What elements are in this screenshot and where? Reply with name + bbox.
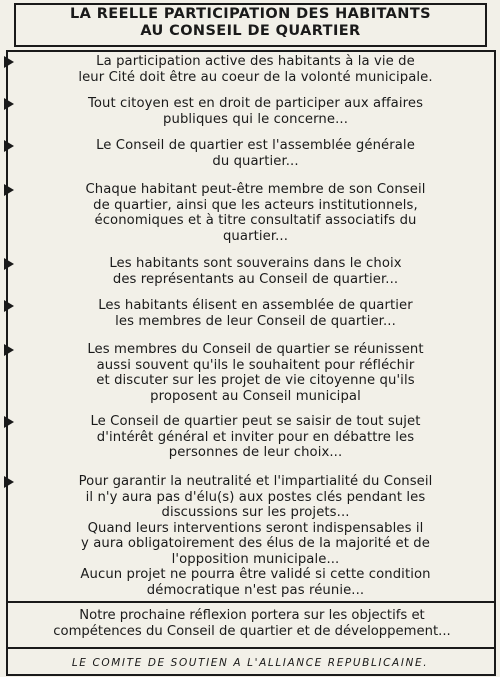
item-text: Chaque habitant peut-être membre de son Conseil de quartier, ainsi que les acteurs institutionnels, économiques et à titre consultatif associatifs du quartier... [85, 182, 426, 244]
arrow-bullet-icon [4, 56, 14, 68]
list-item [4, 96, 496, 127]
arrow-bullet-icon [4, 300, 14, 312]
arrow-bullet-icon [4, 258, 14, 270]
closing-note: Notre prochaine réflexion portera sur les objectifs et compétences du Conseil de quartier et de développement... [53, 608, 451, 639]
signature-line: LE COMITE DE SOUTIEN A L'ALLIANCE REPUBLICAINE. [71, 657, 429, 669]
divider [6, 647, 496, 649]
arrow-bullet-icon [4, 140, 14, 152]
document-title: LA REELLE PARTICIPATION DES HABITANTS AU CONSEIL DE QUARTIER [70, 6, 431, 39]
arrow-bullet-icon [4, 98, 14, 110]
item-text: Les membres du Conseil de quartier se réunissent aussi souvent qu'ils le souhaitent pour réfléchir et discuter sur les projet de vie citoyenne qu'ils proposent au Conseil municipal [87, 342, 424, 404]
item-text: Tout citoyen est en droit de participer aux affaires publiques qui le concerne... [87, 96, 424, 127]
arrow-bullet-icon [4, 476, 14, 488]
arrow-bullet-icon [4, 184, 14, 196]
arrow-bullet-icon [4, 416, 14, 428]
list-item [4, 414, 496, 461]
list-item [4, 138, 496, 169]
arrow-bullet-icon [4, 344, 14, 356]
item-text: Le Conseil de quartier est l'assemblée générale du quartier... [96, 138, 415, 169]
list-item [4, 54, 496, 85]
item-text: Le Conseil de quartier peut se saisir de tout sujet d'intérêt général et inviter pour en débattre les personnes de leur choix... [90, 414, 421, 460]
item-text: Les habitants élisent en assemblée de quartier les membres de leur Conseil de quartier... [98, 298, 413, 329]
list-item [4, 298, 496, 329]
list-item [4, 256, 496, 287]
item-text: La participation active des habitants à la vie de leur Cité doit être au coeur de la volonté municipale. [78, 54, 433, 85]
item-text: Pour garantir la neutralité et l'impartialité du Conseil il n'y aura pas d'élu(s) aux postes clés pendant les discussions sur les projets... Quand leurs interventions seront indispensables il y aura obligatoirement des élus de la majorité et de l'opposition municipale... Aucun projet ne pourra être validé si cette condition démocratique n'est pas réunie... [78, 474, 433, 598]
list-item [4, 342, 496, 404]
list-item [4, 474, 496, 598]
list-item [4, 182, 496, 244]
divider [6, 601, 496, 603]
item-text: Les habitants sont souverains dans le choix des représentants au Conseil de quartier... [109, 256, 402, 287]
